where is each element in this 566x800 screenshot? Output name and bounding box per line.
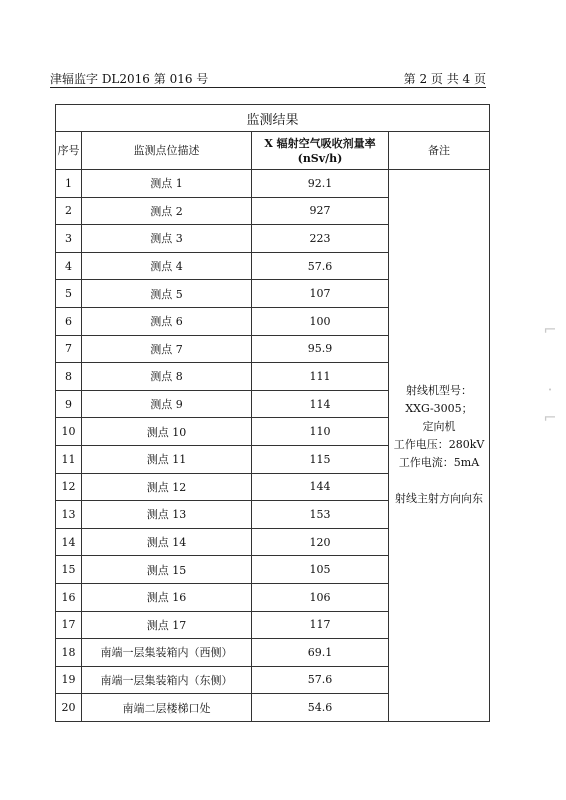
dose-rate-value: 223 <box>252 225 389 253</box>
row-number: 15 <box>56 556 82 584</box>
column-header-dose-rate: X 辐射空气吸收剂量率 (nSv/h) <box>252 132 389 170</box>
row-number: 20 <box>56 694 82 722</box>
dose-rate-value: 57.6 <box>252 252 389 280</box>
remark-line: 射线机型号： <box>406 384 472 398</box>
row-number: 1 <box>56 170 82 198</box>
point-description: 测点 13 <box>82 501 252 529</box>
column-header-remarks: 备注 <box>389 132 490 170</box>
remark-line: XXG-3005； <box>405 402 473 416</box>
point-description: 测点 8 <box>82 363 252 391</box>
dose-rate-value: 115 <box>252 445 389 473</box>
row-number: 11 <box>56 445 82 473</box>
point-description: 测点 6 <box>82 307 252 335</box>
page-indicator: 第 2 页 共 4 页 <box>403 72 486 86</box>
margin-stamp-mark: ⌐ <box>543 408 557 427</box>
row-number: 3 <box>56 225 82 253</box>
dose-rate-value: 92.1 <box>252 170 389 198</box>
point-description: 测点 15 <box>82 556 252 584</box>
table-body <box>56 170 490 722</box>
column-header-description: 监测点位描述 <box>82 132 252 170</box>
row-number: 2 <box>56 197 82 225</box>
point-description: 测点 17 <box>82 611 252 639</box>
dose-rate-value: 153 <box>252 501 389 529</box>
point-description: 测点 14 <box>82 528 252 556</box>
document-number: 津辐监字 DL2016 第 016 号 <box>50 72 209 86</box>
remark-line: 工作电压：280kV <box>393 438 485 452</box>
row-number: 19 <box>56 666 82 694</box>
row-number: 9 <box>56 390 82 418</box>
row-number: 6 <box>56 307 82 335</box>
table-title: 监测结果 <box>56 105 490 132</box>
table-row <box>56 170 490 198</box>
row-number: 4 <box>56 252 82 280</box>
dose-rate-value: 95.9 <box>252 335 389 363</box>
dose-rate-value: 57.6 <box>252 666 389 694</box>
row-number: 12 <box>56 473 82 501</box>
point-description: 测点 12 <box>82 473 252 501</box>
remark-line <box>389 472 489 490</box>
point-description: 测点 5 <box>82 280 252 308</box>
dose-rate-value: 69.1 <box>252 639 389 667</box>
row-number: 5 <box>56 280 82 308</box>
margin-stamp-mark: ⌐ <box>543 320 557 339</box>
margin-stamp-mark: · <box>547 380 553 399</box>
point-description: 南端一层集装箱内（东侧） <box>82 666 252 694</box>
point-description: 测点 9 <box>82 390 252 418</box>
row-number: 16 <box>56 583 82 611</box>
dose-rate-value: 100 <box>252 307 389 335</box>
row-number: 17 <box>56 611 82 639</box>
point-description: 测点 4 <box>82 252 252 280</box>
point-description: 测点 7 <box>82 335 252 363</box>
dose-rate-value: 110 <box>252 418 389 446</box>
point-description: 测点 16 <box>82 583 252 611</box>
point-description: 测点 2 <box>82 197 252 225</box>
remark-line: 工作电流：5mA <box>398 456 480 470</box>
point-description: 测点 11 <box>82 445 252 473</box>
row-number: 13 <box>56 501 82 529</box>
dose-rate-value: 144 <box>252 473 389 501</box>
point-description: 测点 10 <box>82 418 252 446</box>
row-number: 10 <box>56 418 82 446</box>
dose-rate-value: 120 <box>252 528 389 556</box>
remarks-cell <box>389 170 490 722</box>
dose-rate-value: 54.6 <box>252 694 389 722</box>
dose-rate-value: 105 <box>252 556 389 584</box>
header-divider <box>50 87 486 88</box>
row-number: 18 <box>56 639 82 667</box>
dose-rate-value: 927 <box>252 197 389 225</box>
row-number: 7 <box>56 335 82 363</box>
point-description: 测点 3 <box>82 225 252 253</box>
point-description: 测点 1 <box>82 170 252 198</box>
row-number: 14 <box>56 528 82 556</box>
point-description: 南端一层集装箱内（西侧） <box>82 639 252 667</box>
monitoring-results-table <box>55 104 490 722</box>
remark-line: 定向机 <box>422 420 456 434</box>
dose-rate-value: 107 <box>252 280 389 308</box>
dose-rate-value: 114 <box>252 390 389 418</box>
dose-rate-value: 111 <box>252 363 389 391</box>
remark-line: 射线主射方向向东 <box>395 492 483 506</box>
column-header-seq: 序号 <box>56 132 82 170</box>
dose-rate-value: 117 <box>252 611 389 639</box>
dose-rate-value: 106 <box>252 583 389 611</box>
row-number: 8 <box>56 363 82 391</box>
point-description: 南端二层楼梯口处 <box>82 694 252 722</box>
